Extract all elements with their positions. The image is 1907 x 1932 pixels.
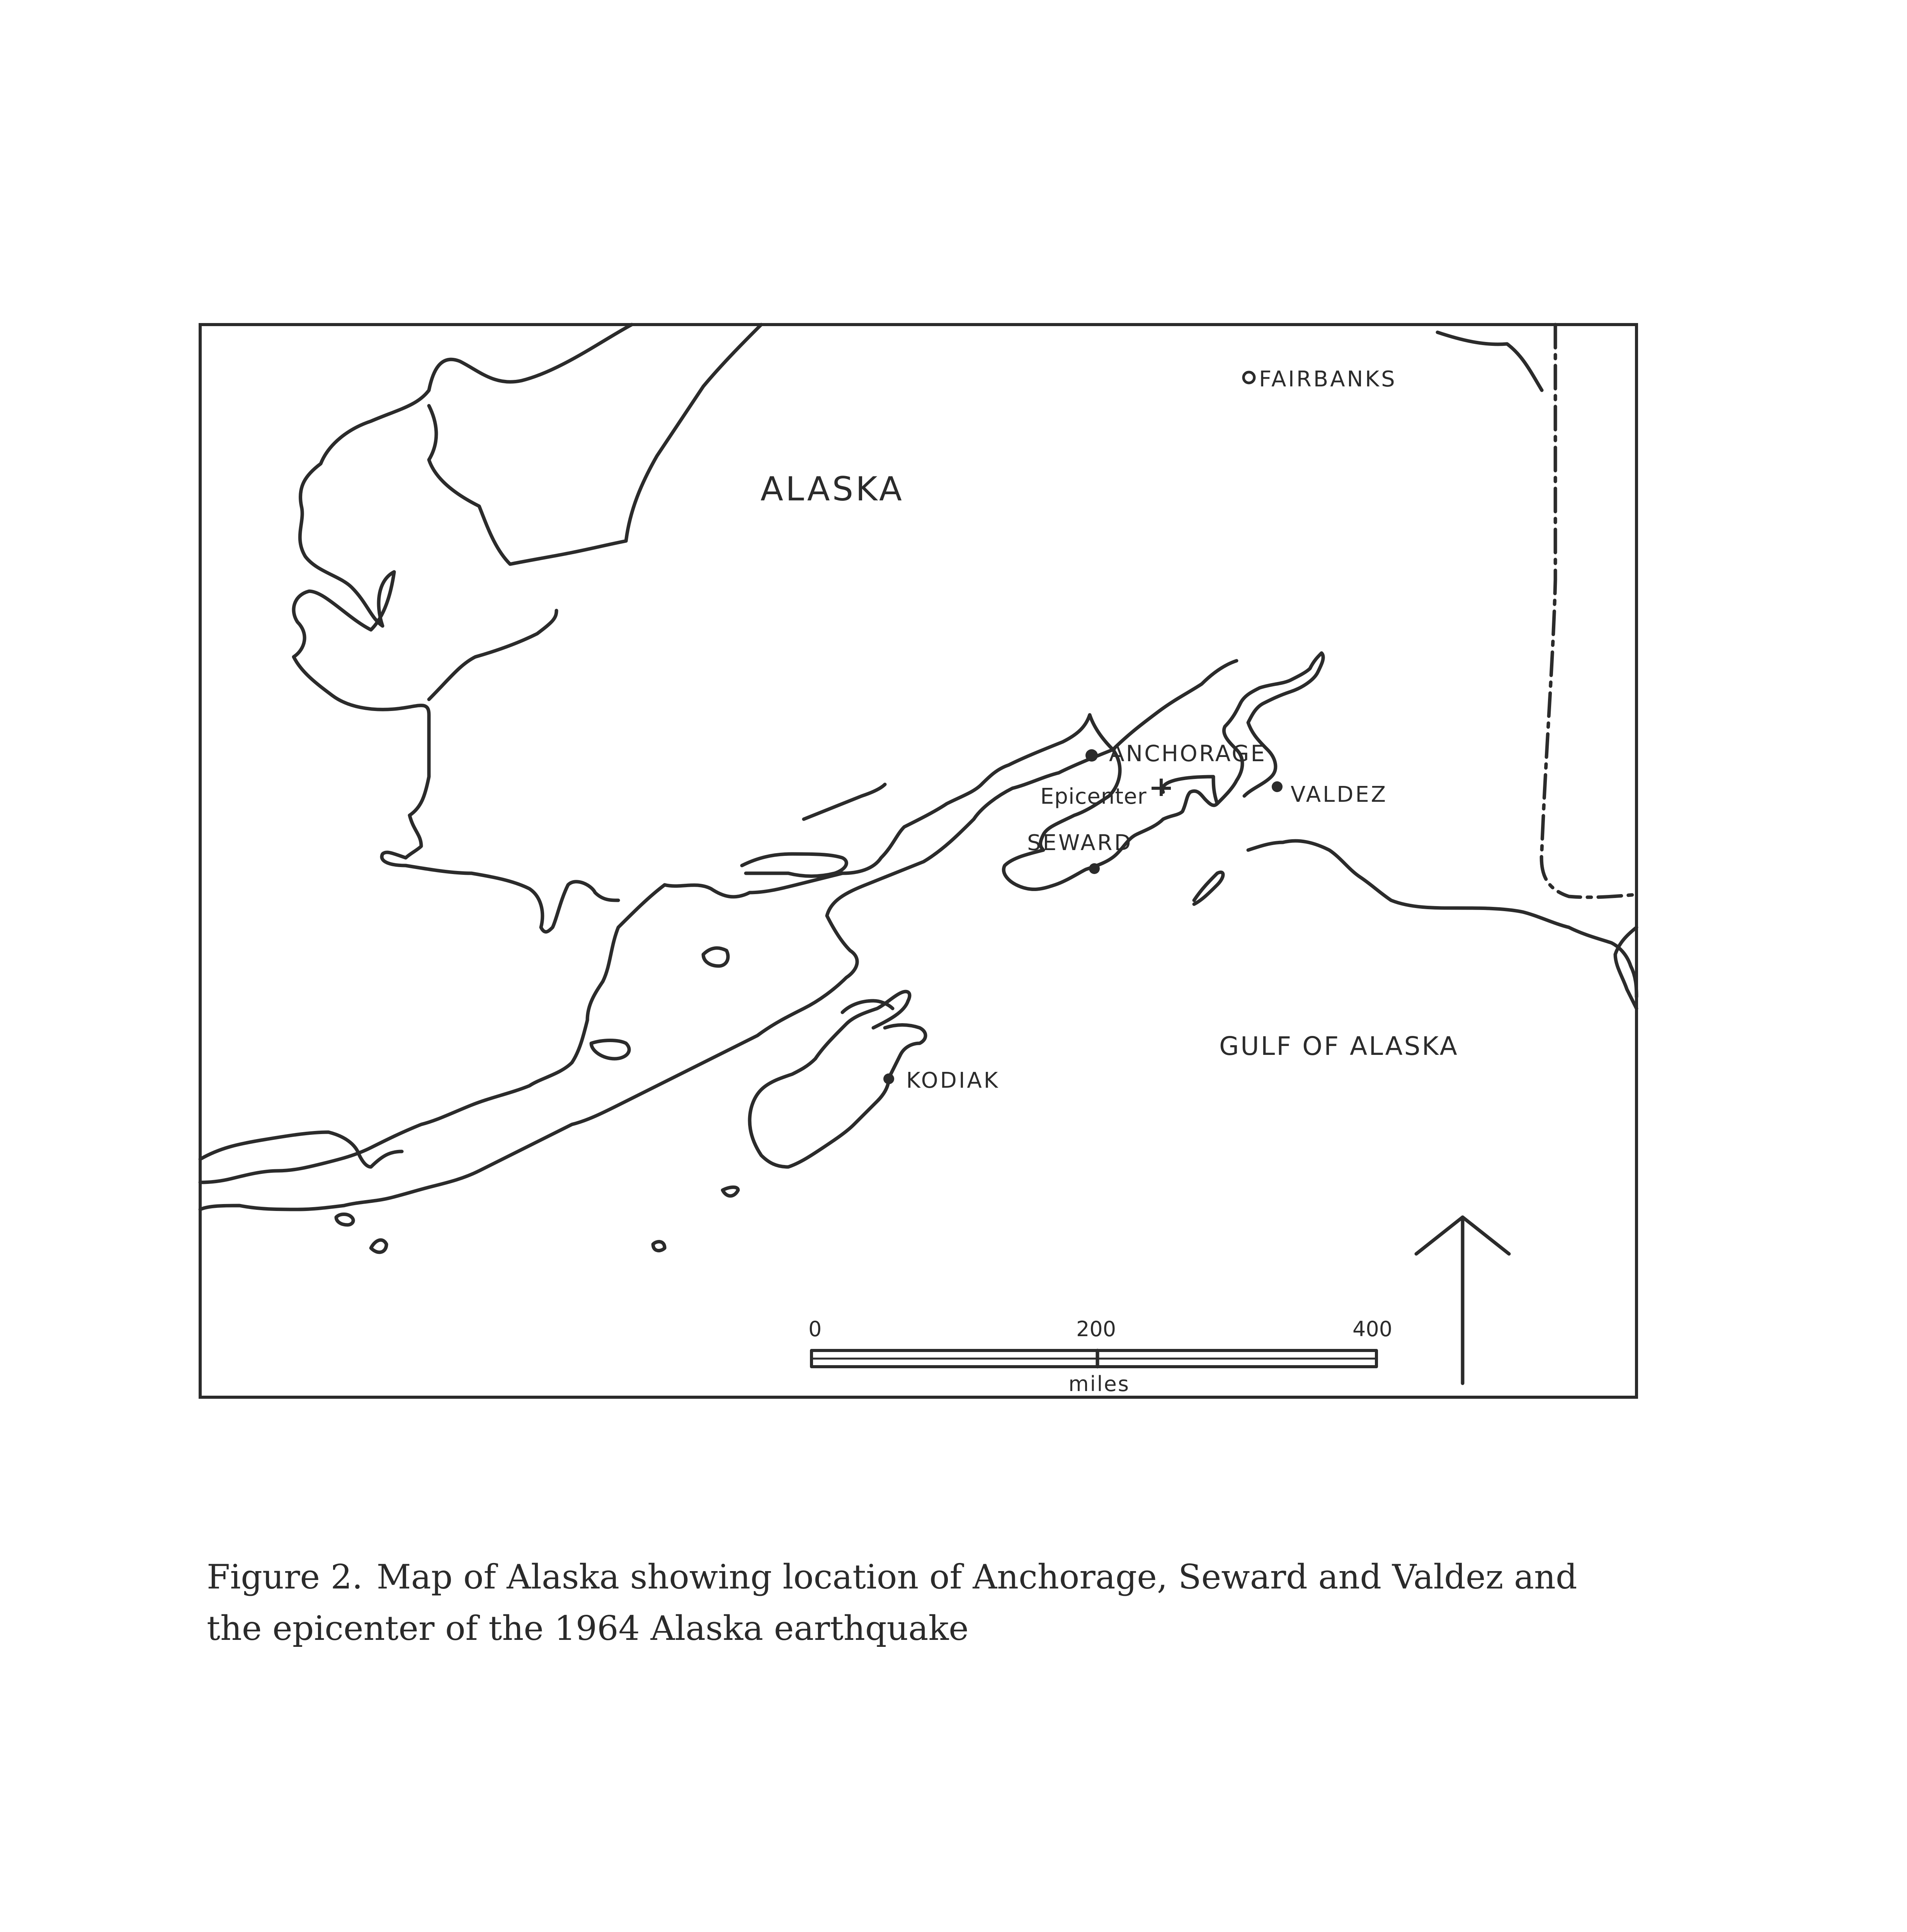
prince-william-sound [1217,653,1323,804]
canada-border [1541,325,1637,897]
aleutian-island-1 [336,1214,353,1225]
aleutian-coast [200,1132,402,1167]
label-seward: SEWARD [1027,830,1133,855]
aleutian-island-3 [723,1187,738,1196]
map-frame [200,325,1637,1397]
label-fairbanks: FAIRBANKS [1259,367,1397,392]
lake-iliamna [742,854,846,876]
label-epicenter: Epicenter [1040,784,1147,809]
western-coastline [294,325,632,932]
kenai-peninsula [1004,750,1217,889]
scale-label-200: 200 [1076,1317,1116,1341]
valdez-marker [1272,781,1283,792]
northeast-coast [1437,332,1542,390]
montague-island [1194,872,1223,904]
cook-inlet-west [1113,661,1237,750]
aleutian-island-2 [371,1240,386,1252]
kodiak-island [750,992,925,1167]
becharof-lake [703,948,728,966]
label-anchorage: ANCHORAGE [1109,740,1267,767]
label-gulf-of-alaska: GULF OF ALASKA [1219,1031,1459,1061]
lake-clark [804,784,885,819]
seward-marker [1089,863,1100,874]
inland-river-1 [429,611,556,699]
kodiak-marker [883,1073,894,1084]
label-kodiak: KODIAK [906,1068,1000,1093]
scale-unit-label: miles [1068,1372,1130,1396]
label-alaska: ALASKA [760,470,904,509]
figure-caption-text: Map of Alaska showing location of Anchorage, Seward and Valdez and the epicenter of the 1964 Alaska earthquake [207,1557,1577,1648]
aleutian-island-4 [653,1242,665,1250]
figure-label: Figure 2. [207,1557,363,1597]
scale-label-400: 400 [1352,1317,1393,1341]
anchorage-marker [1085,749,1098,762]
north-arrow-icon [1416,1217,1509,1383]
gulf-coastline [1248,841,1637,997]
label-valdez: VALDEZ [1291,782,1388,807]
scale-label-0: 0 [808,1317,822,1341]
seward-peninsula-boundary [429,325,761,564]
lake-small-1 [591,1041,629,1059]
fairbanks-marker [1244,372,1254,383]
alaska-peninsula-south [200,750,1113,1209]
figure-caption [207,1551,1637,1654]
